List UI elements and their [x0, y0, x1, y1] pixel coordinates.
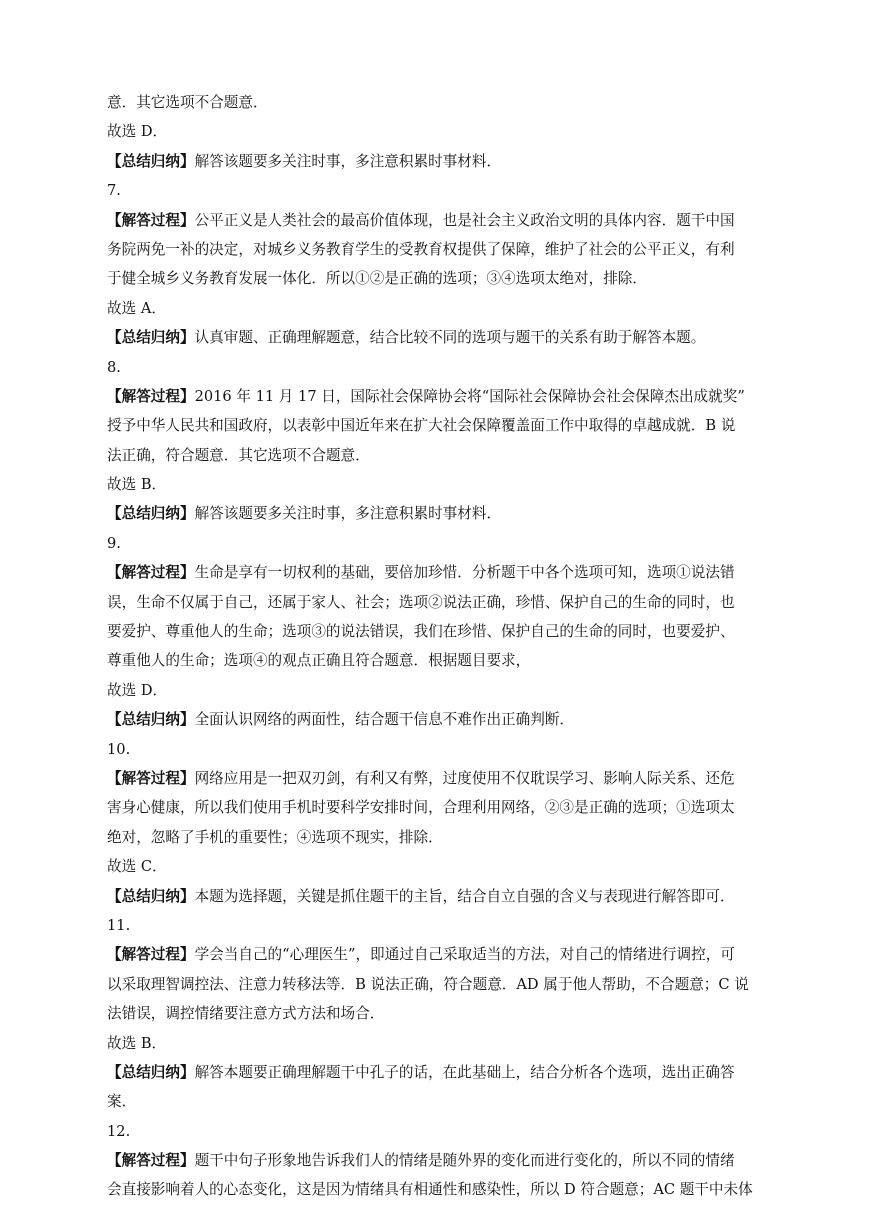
line-text: 题干中句子形象地告诉我们人的情绪是随外界的变化而进行变化的，所以不同的情绪	[194, 1152, 735, 1170]
text-line	[107, 735, 767, 764]
text-line	[107, 323, 767, 352]
line-text: 授予中华人民共和国政府，以表彰中国近年来在扩大社会保障覆盖面工作中取得的卓越成就．B 说	[107, 417, 736, 435]
line-text: 法正确，符合题意．其它选项不合题意．	[107, 446, 370, 464]
line-text: 故选 C．	[107, 858, 167, 876]
section-tag: 【解答过程】	[107, 211, 195, 229]
line-text: 尊重他人的生命；选项④的观点正确且符合题意．根据题目要求，	[107, 652, 531, 670]
text-line	[107, 823, 767, 852]
line-text: 案．	[107, 1093, 137, 1111]
line-text: 误，生命不仅属于自己，还属于家人、社会；选项②说法正确，珍惜、保护自己的生命的同时，也	[107, 593, 735, 611]
line-text: 于健全城乡义务教育发展一体化．所以①②是正确的选项；③④选项太绝对，排除．	[107, 270, 647, 288]
line-text: 公平正义是人类社会的最高价值体现，也是社会主义政治文明的具体内容．题干中国	[194, 211, 735, 229]
text-line	[107, 646, 767, 675]
line-text: 解答本题要正确理解题干中孔子的话，在此基础上，结合分析各个选项，选出正确答	[194, 1063, 735, 1081]
line-text: 学会当自己的“心理医生”，即通过自己采取适当的方法，对自己的情绪进行调控，可	[194, 946, 735, 964]
text-line	[107, 88, 767, 117]
line-text: 7.	[107, 182, 121, 200]
text-line	[107, 911, 767, 940]
text-line	[107, 176, 767, 205]
line-text: 务院两免一补的决定，对城乡义务教育学生的受教育权提供了保障，维护了社会的公平正义，有利	[107, 240, 735, 258]
text-line	[107, 264, 767, 293]
line-text: 解答该题要多关注时事，多注意积累时事材料．	[194, 505, 502, 523]
text-line	[107, 617, 767, 646]
line-text: 以采取理智调控法、注意力转移法等．B 说法正确，符合题意．AD 属于他人帮助，不合题意；C 说	[107, 975, 749, 993]
section-tag: 【解答过程】	[107, 1152, 195, 1170]
text-line	[107, 382, 767, 411]
line-text: 9.	[107, 534, 121, 552]
text-line	[107, 793, 767, 822]
text-line	[107, 206, 767, 235]
text-line	[107, 940, 767, 969]
line-text: 解答该题要多关注时事，多注意积累时事材料．	[194, 152, 502, 170]
text-line	[107, 1029, 767, 1058]
line-text: 要爱护、尊重他人的生命；选项③的说法错误，我们在珍惜、保护自己的生命的同时，也要爱护、	[107, 623, 735, 641]
section-tag: 【解答过程】	[107, 946, 195, 964]
text-line	[107, 147, 767, 176]
line-text: 10.	[107, 740, 131, 758]
text-line	[107, 1117, 767, 1146]
section-tag: 【总结归纳】	[107, 887, 195, 905]
text-line	[107, 441, 767, 470]
text-line	[107, 1146, 767, 1175]
text-line	[107, 970, 767, 999]
text-line	[107, 882, 767, 911]
text-line	[107, 588, 767, 617]
text-line	[107, 999, 767, 1028]
line-text: 生命是享有一切权利的基础，要倍加珍惜．分析题干中各个选项可知，选项①说法错	[194, 564, 735, 582]
text-line	[107, 1087, 767, 1116]
line-text: 故选 D．	[107, 681, 168, 699]
text-line	[107, 764, 767, 793]
text-line	[107, 353, 767, 382]
line-text: 11.	[107, 916, 131, 934]
line-text: 故选 D．	[107, 123, 168, 141]
text-line	[107, 1175, 767, 1204]
line-text: 会直接影响着人的心态变化，这是因为情绪具有相通性和感染性，所以 D 符合题意；AC 题干中未体	[107, 1181, 753, 1199]
line-text: 全面认识网络的两面性，结合题干信息不难作出正确判断．	[194, 711, 575, 729]
line-text: 本题为选择题，关键是抓住题干的主旨，结合自立自强的含义与表现进行解答即可．	[194, 887, 735, 905]
line-text: 意．其它选项不合题意．	[107, 94, 268, 111]
line-text: 12.	[107, 1122, 131, 1140]
line-text: 故选 A．	[107, 299, 166, 317]
line-text: 认真审题、正确理解题意，结合比较不同的选项与题干的关系有助于解答本题。	[194, 329, 706, 347]
line-text: 害身心健康，所以我们使用手机时要科学安排时间，合理利用网络，②③是正确的选项；①选项太	[107, 799, 735, 817]
document-body	[107, 88, 767, 1205]
section-tag: 【解答过程】	[107, 769, 195, 787]
line-text: 2016 年 11 月 17 日，国际社会保障协会将“国际社会保障协会社会保障杰出成就奖”	[194, 387, 745, 405]
text-line	[107, 705, 767, 734]
section-tag: 【解答过程】	[107, 387, 195, 405]
text-line	[107, 117, 767, 146]
line-text: 网络应用是一把双刃剑，有利又有弊，过度使用不仅耽误学习、影响人际关系、还危	[194, 769, 735, 787]
section-tag: 【总结归纳】	[107, 711, 195, 729]
text-line	[107, 499, 767, 528]
text-line	[107, 470, 767, 499]
section-tag: 【总结归纳】	[107, 1063, 195, 1081]
text-line	[107, 1058, 767, 1087]
text-line	[107, 852, 767, 881]
text-line	[107, 676, 767, 705]
text-line	[107, 411, 767, 440]
line-text: 8.	[107, 358, 121, 376]
line-text: 故选 B．	[107, 1034, 167, 1052]
line-text: 法错误，调控情绪要注意方式方法和场合．	[107, 1005, 385, 1023]
line-text: 故选 B．	[107, 476, 167, 494]
section-tag: 【总结归纳】	[107, 505, 195, 523]
section-tag: 【总结归纳】	[107, 152, 195, 170]
text-line	[107, 529, 767, 558]
text-line	[107, 558, 767, 587]
section-tag: 【解答过程】	[107, 564, 195, 582]
line-text: 绝对，忽略了手机的重要性；④选项不现实，排除．	[107, 828, 443, 846]
section-tag: 【总结归纳】	[107, 329, 195, 347]
text-line	[107, 294, 767, 323]
text-line	[107, 235, 767, 264]
